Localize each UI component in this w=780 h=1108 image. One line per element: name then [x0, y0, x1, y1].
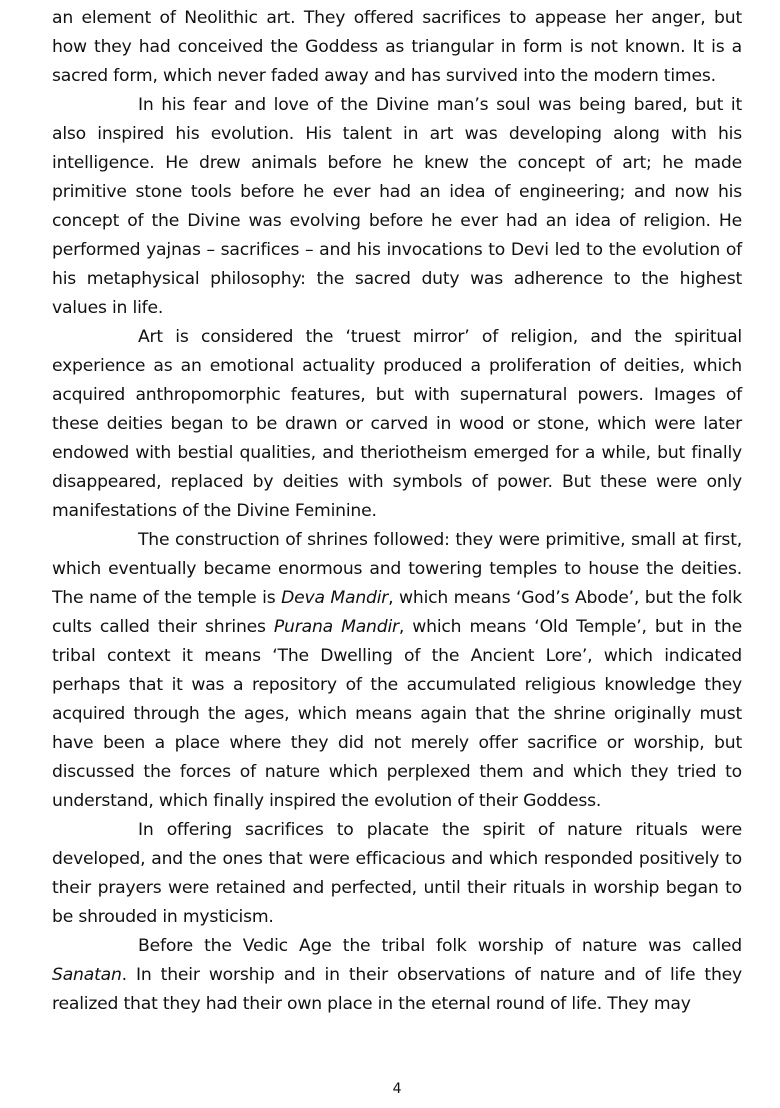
italic-term-sanatan: Sanatan — [52, 965, 122, 985]
paragraph-2 — [52, 91, 742, 323]
paragraph-4 — [52, 526, 742, 816]
paragraph-1 — [52, 4, 742, 91]
paragraph-1-text: an element of Neolithic art. They offered sacrifices to appease her anger, but how they had conceived the Goddess as triangular in form is not known. It is a sacred form, which never faded away and has survived into the modern times. — [52, 8, 742, 86]
body-text — [52, 0, 742, 1019]
paragraph-2-text: In his fear and love of the Divine man’s soul was being bared, but it also inspired his evolution. His talent in art was developing along with his intelligence. He drew animals before he knew the concept of art; he made primitive stone tools before he ever had an idea of engineering; and now his concept of the Divine was evolving before he ever had an idea of religion. He performed yajnas – sacrifices – and his invocations to Devi led to the evolution of his metaphysical philosophy: the sacred duty was adherence to the highest values in life. — [52, 95, 742, 318]
paragraph-5 — [52, 816, 742, 932]
paragraph-4-text-part-1: The construction of shrines followed: they were primitive, small at first, which eventually became enormous and towering temples to house the deities. The name of the temple is — [52, 530, 742, 608]
book-page — [52, 0, 742, 1108]
italic-term-purana-mandir: Purana Mandir — [273, 617, 399, 637]
paragraph-5-text: In offering sacrifices to placate the spirit of nature rituals were developed, and the ones that were efficacious and which responded positively to their prayers were retained and perfected, until their rituals in worship began to be shrouded in mysticism. — [52, 820, 742, 927]
paragraph-6 — [52, 932, 742, 1019]
paragraph-6-text-part-2: . In their worship and in their observations of nature and of life they realized that they had their own place in the eternal round of life. They may — [52, 965, 742, 1014]
paragraph-4-text-part-2: , which means ‘God’s Abode’, but the folk cults called their shrines — [52, 588, 742, 637]
paragraph-3 — [52, 323, 742, 526]
paragraph-4-text-part-3: , which means ‘Old Temple’, but in the tribal context it means ‘The Dwelling of the Ancient Lore’, which indicated perhaps that it was a repository of the accumulated religious knowledge they acquired through the ages, which means again that the shrine originally must have been a place where they did not merely offer sacrifice or worship, but discussed the forces of nature which perplexed them and which they tried to understand, which finally inspired the evolution of their Goddess. — [52, 617, 742, 811]
paragraph-3-text: Art is considered the ‘truest mirror’ of religion, and the spiritual experience as an emotional actuality produced a proliferation of deities, which acquired anthropomorphic features, but with supernatural powers. Images of these deities began to be drawn or carved in wood or stone, which were later endowed with bestial qualities, and theriotheism emerged for a while, but finally disappeared, replaced by deities with symbols of power. But these were only manifestations of the Divine Feminine. — [52, 327, 742, 521]
italic-term-deva-mandir: Deva Mandir — [281, 588, 389, 608]
paragraph-6-text-part-1: Before the Vedic Age the tribal folk worship of nature was called — [138, 936, 742, 956]
page-number: 4 — [392, 1081, 402, 1097]
